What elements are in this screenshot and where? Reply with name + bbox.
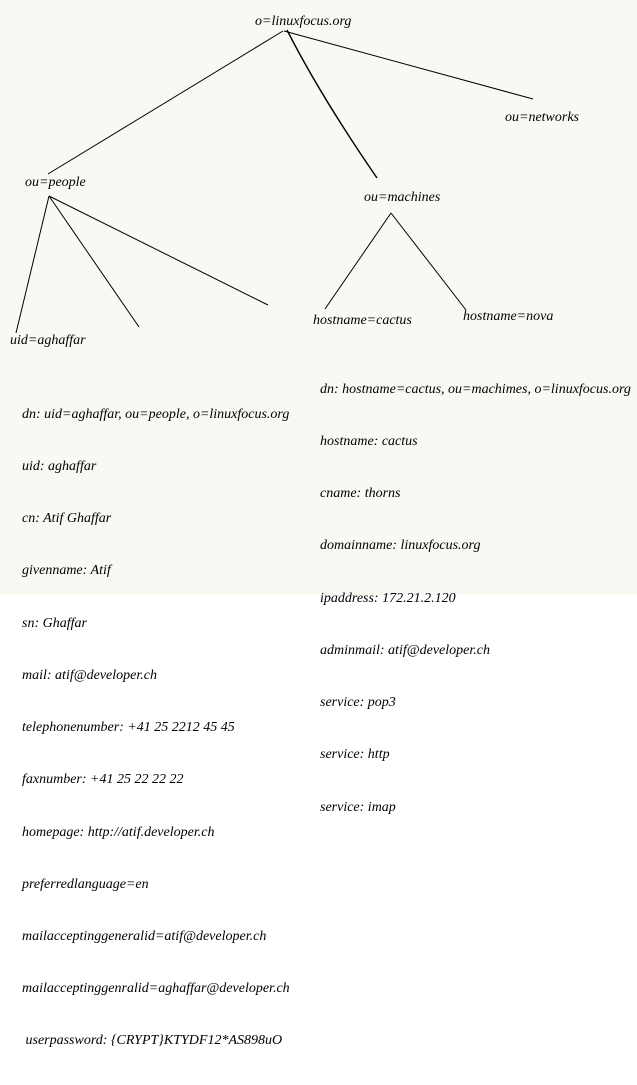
tree-edge-root-people xyxy=(48,31,283,174)
attribute-line-mailaccepting1: mailacceptinggeneralid=atif@developer.ch xyxy=(22,929,267,944)
attribute-line-adminmail: adminmail: atif@developer.ch xyxy=(320,642,490,658)
attribute-line-service-http: service: http xyxy=(320,747,390,763)
node-ou-networks: ou=networks xyxy=(505,110,579,125)
tree-edge-people-branch3 xyxy=(49,196,268,305)
attribute-line-uid: uid: aghaffar xyxy=(22,459,97,475)
node-root-org: o=linuxfocus.org xyxy=(255,14,352,29)
attribute-line-mailaccepting2: mailacceptinggenralid=aghaffar@developer.ch xyxy=(22,981,290,997)
attribute-line-hostname: hostname: cactus xyxy=(320,434,418,450)
attribute-line-homepage: homepage: http://atif.developer.ch xyxy=(22,824,215,840)
attribute-line-dn: dn: hostname=cactus, ou=machimes, o=linuxfocus.org xyxy=(320,381,631,397)
attribute-line-domainname: domainname: linuxfocus.org xyxy=(320,538,481,554)
machine-entry-attributes xyxy=(320,346,631,851)
attribute-line-cn: cn: Atif Ghaffar xyxy=(22,511,112,527)
attribute-line-dn: dn: uid=aghaffar, ou=people, o=linuxfocus.org xyxy=(22,406,290,422)
node-ou-people: ou=people xyxy=(25,175,86,190)
attribute-line-service-imap: service: imap xyxy=(320,799,396,815)
node-hostname-nova: hostname=nova xyxy=(463,309,554,324)
tree-edge-people-branch2 xyxy=(49,196,139,327)
attribute-line-userpassword: userpassword: {CRYPT}KTYDF12*AS898uO xyxy=(22,1033,283,1049)
tree-edge-people-aghaffar xyxy=(16,196,49,333)
attribute-line-mail: mail: atif@developer.ch xyxy=(22,667,157,683)
attribute-line-service-pop3: service: pop3 xyxy=(320,695,396,711)
attribute-line-givenname: givenname: Atif xyxy=(22,563,111,579)
attribute-line-ipaddress: ipaddress: 172.21.2.120 xyxy=(320,590,456,606)
attribute-line-sn: sn: Ghaffar xyxy=(22,615,87,631)
node-ou-machines: ou=machines xyxy=(364,190,441,205)
person-entry-attributes xyxy=(22,371,290,1085)
attribute-line-fax: faxnumber: +41 25 22 22 22 xyxy=(22,772,184,788)
attribute-line-telephone: telephonenumber: +41 25 2212 45 45 xyxy=(22,720,235,736)
attribute-line-preferredlang: preferredlanguage=en xyxy=(22,876,149,892)
attribute-line-cname: cname: thorns xyxy=(320,486,401,502)
node-uid-aghaffar: uid=aghaffar xyxy=(10,333,86,348)
tree-edge-machines-cactus xyxy=(325,213,391,309)
node-hostname-cactus: hostname=cactus xyxy=(313,313,412,328)
tree-edge-root-networks xyxy=(284,31,533,99)
tree-edge-machines-nova xyxy=(391,213,466,310)
